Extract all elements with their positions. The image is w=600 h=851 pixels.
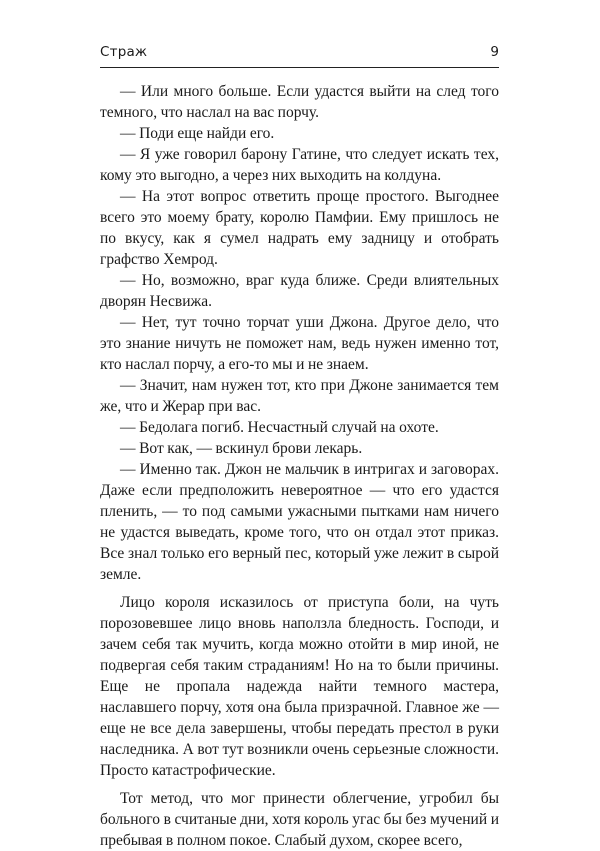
page-number: 9 (490, 44, 499, 60)
paragraph: — Нет, тут точно торчат уши Джона. Другое дело, что это знание ничуть не поможет нам, ведь нужен именно тот, кто наслал порчу, а его-то мы и не знаем. (100, 314, 499, 373)
header-rule (100, 67, 499, 68)
paragraph: — Или много больше. Если удастся выйти на след того темного, что наслал на вас порчу. (100, 83, 499, 121)
paragraph: Лицо короля исказилось от приступа боли, на чуть порозовевшее лицо вновь наползла бледность. Господи, и зачем себя так мучить, когда можно отойти в мир иной, не подвергая себя таким страданиям! Но на то были причины. Еще не пропала надежда найти темного мастера, наславшего порчу, хотя она была призрачной. Главное же — еще не все дела завершены, чтобы передать престол в руки наследника. А вот тут возникли очень серьезные сложности. Просто катастрофические. (100, 594, 499, 779)
running-head (100, 44, 499, 66)
paragraph: — Поди еще найди его. (120, 125, 275, 142)
paragraph: — Значит, нам нужен тот, кто при Джоне занимается тем же, что и Жерар при вас. (100, 377, 499, 415)
paragraph: — Я уже говорил барону Гатине, что следует искать тех, кому это выгодно, а через них выходить на колдуна. (100, 146, 499, 184)
paragraph: — Но, возможно, враг куда ближе. Среди влиятельных дворян Несвижа. (100, 272, 499, 310)
paragraph: — Именно так. Джон не мальчик в интригах и заговорах. Даже если предположить невероятное — что его удастся пленить, — то под самыми ужасными пытками нам ничего не удастся выведать, кроме того, что он отдал этот приказ. Все знал только его верный пес, который уже лежит в сырой земле. (100, 461, 499, 583)
paragraph: — Бедолага погиб. Несчастный случай на охоте. (120, 419, 439, 436)
page-body (100, 81, 499, 851)
paragraph: Тот метод, что мог принести облегчение, угробил бы больного в считаные дни, хотя король угас бы без мучений и пребывая в полном покое. Слабый духом, скорее всего, (100, 790, 499, 849)
paragraph: — На этот вопрос ответить проще простого. Выгоднее всего это моему брату, королю Памфии. Ему пришлось не по вкусу, как я сумел надрать ему задницу и отобрать графство Хемрод. (100, 188, 499, 268)
book-title: Страж (100, 44, 148, 60)
paragraph: — Вот как, — вскинул брови лекарь. (120, 440, 363, 457)
